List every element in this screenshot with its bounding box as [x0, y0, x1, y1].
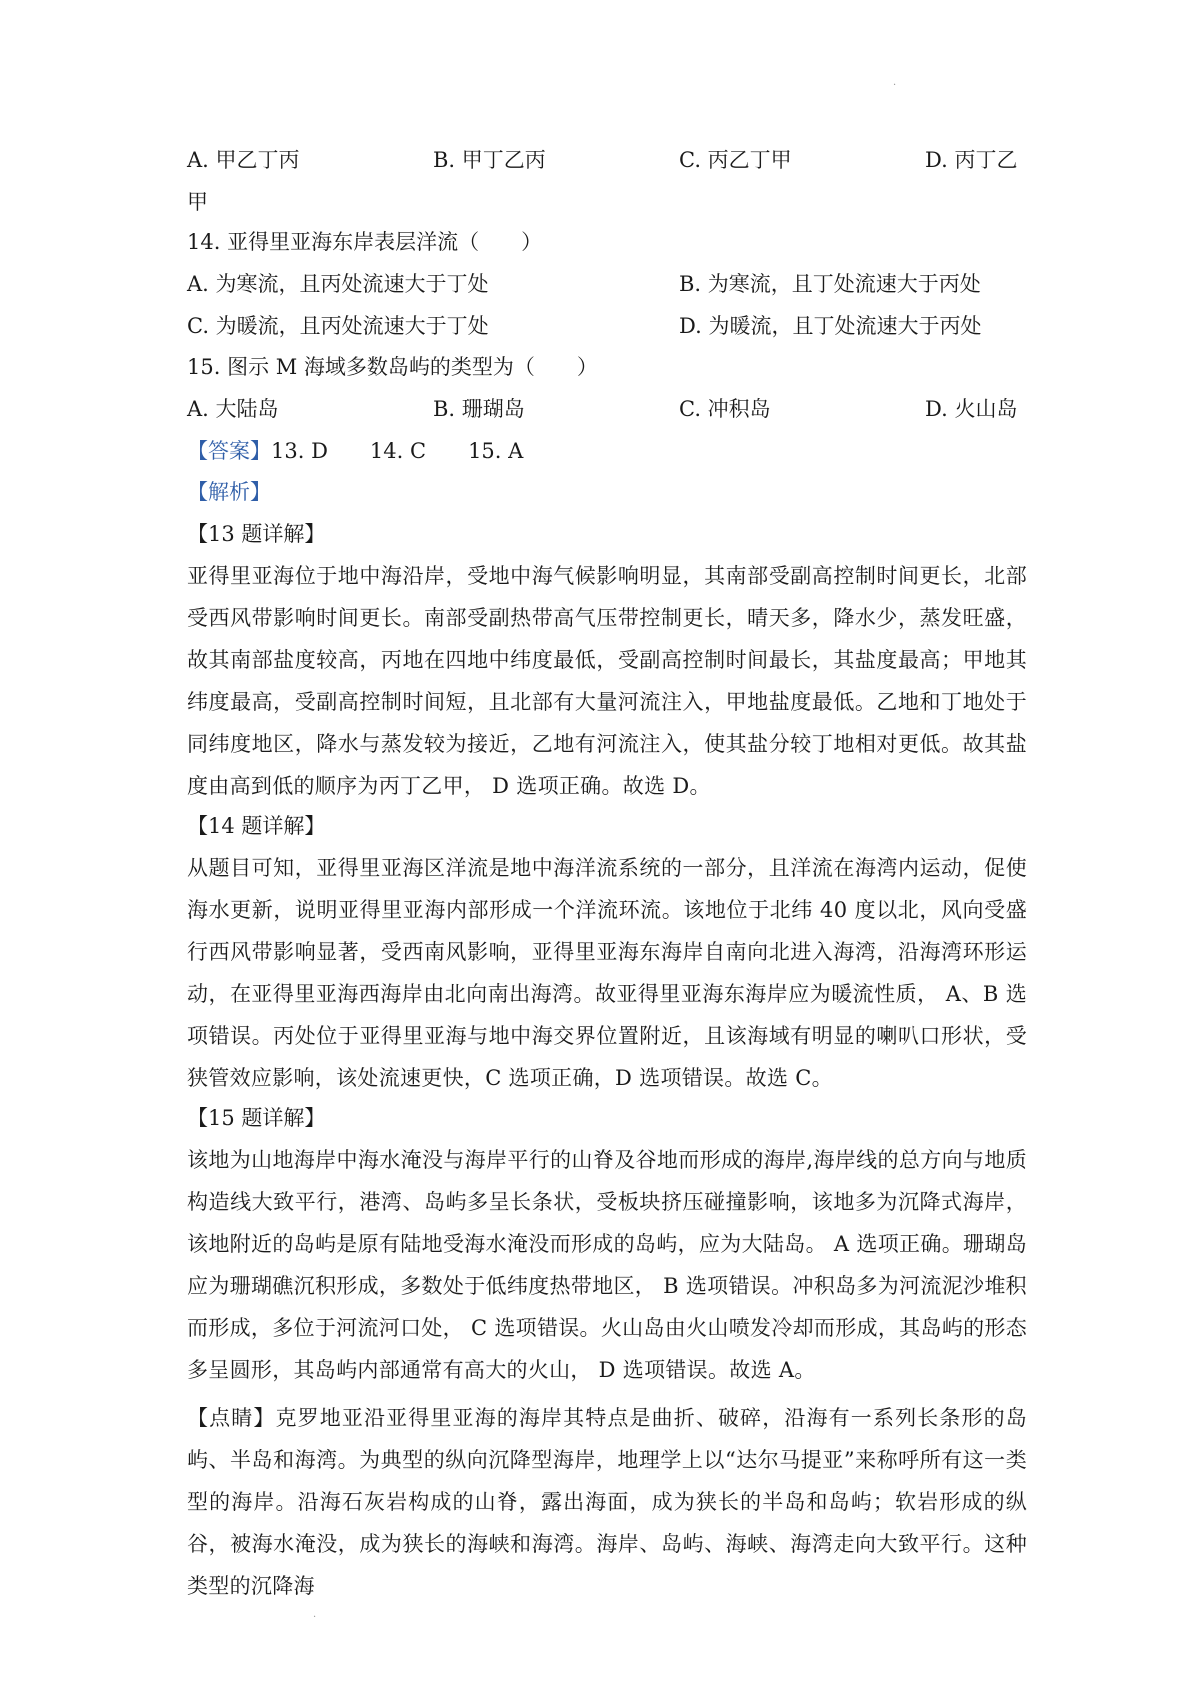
answer-line	[187, 437, 523, 465]
q13-option-a: A. 甲乙丁丙	[187, 148, 300, 172]
answer-label: 【答案】	[187, 439, 271, 463]
q14-option-c: C. 为暖流，且丙处流速大于丁处	[187, 314, 489, 338]
answer-15: 15. A	[468, 439, 524, 463]
tip-paragraph	[187, 1397, 1027, 1607]
q15-option-a: A. 大陆岛	[187, 397, 279, 421]
q15-option-d: D. 火山岛	[925, 397, 1018, 421]
answer-14: 14. C	[369, 439, 427, 463]
q13-option-c: C. 丙乙丁甲	[679, 148, 792, 172]
answer-13: 13. D	[271, 439, 328, 463]
analysis-label: 【解析】	[187, 480, 271, 504]
q15-stem: 15. 图示 M 海域多数岛屿的类型为（ ）	[187, 355, 598, 379]
tip-text: 克罗地亚沿亚得里亚海的海岸其特点是曲折、破碎，沿海有一系列长条形的岛屿、半岛和海湾。为典型的纵向沉降型海岸，地理学上以“达尔马提亚”来称呼所有这一类型的海岸。沿海石灰岩构成的山脊，露出海面，成为狭长的半岛和岛屿；软岩形成的纵谷，被海水淹没，成为狭长的海峡和海湾。海岸、岛屿、海峡、海湾走向大致平行。这种类型的沉降海	[187, 1406, 1027, 1598]
scan-mark-bottom: ·	[313, 1612, 317, 1623]
q14-stem: 14. 亚得里亚海东岸表层洋流（ ）	[187, 230, 543, 254]
detail-13-title: 【13 题详解】	[187, 522, 326, 546]
detail-15-title: 【15 题详解】	[187, 1106, 326, 1130]
q13-option-d: D. 丙丁乙	[925, 148, 1018, 172]
q14-option-a: A. 为寒流，且丙处流速大于丁处	[187, 272, 489, 296]
q15-option-b: B. 珊瑚岛	[433, 397, 525, 421]
q13-option-d-wrap: 甲	[187, 190, 208, 214]
scan-mark: ·	[893, 80, 897, 91]
detail-14-text: 从题目可知，亚得里亚海区洋流是地中海洋流系统的一部分，且洋流在海湾内运动，促使海水更新，说明亚得里亚海内部形成一个洋流环流。该地位于北纬 40 度以北，风向受盛行西风带影响显著，受西南风影响，亚得里亚海东海岸自南向北进入海湾，沿海湾环形运动，在亚得里亚海西海岸由北向南出海湾。故亚得里亚海东海岸应为暖流性质， A、B 选项错误。丙处位于亚得里亚海与地中海交界位置附近，且该海域有明显的喇叭口形状，受狭管效应影响，该处流速更快，C 选项正确，D 选项错误。故选 C。	[187, 856, 1027, 1090]
q14-option-b: B. 为寒流，且丁处流速大于丙处	[679, 272, 981, 296]
q14-option-d: D. 为暖流，且丁处流速大于丙处	[679, 314, 982, 338]
detail-14-title: 【14 题详解】	[187, 814, 326, 838]
q15-option-c: C. 冲积岛	[679, 397, 771, 421]
q13-option-b: B. 甲丁乙丙	[433, 148, 546, 172]
detail-13-text: 亚得里亚海位于地中海沿岸，受地中海气候影响明显，其南部受副高控制时间更长，北部受西风带影响时间更长。南部受副热带高气压带控制更长，晴天多，降水少，蒸发旺盛，故其南部盐度较高，丙地在四地中纬度最低，受副高控制时间最长，其盐度最高；甲地其纬度最高，受副高控制时间短，且北部有大量河流注入，甲地盐度最低。乙地和丁地处于同纬度地区，降水与蒸发较为接近，乙地有河流注入，使其盐分较丁地相对更低。故其盐度由高到低的顺序为丙丁乙甲， D 选项正确。故选 D。	[187, 564, 1027, 798]
tip-label: 【点睛】	[187, 1406, 276, 1430]
detail-15-text: 该地为山地海岸中海水淹没与海岸平行的山脊及谷地而形成的海岸,海岸线的总方向与地质构造线大致平行，港湾、岛屿多呈长条状，受板块挤压碰撞影响，该地多为沉降式海岸，该地附近的岛屿是原有陆地受海水淹没而形成的岛屿，应为大陆岛。 A 选项正确。珊瑚岛应为珊瑚礁沉积形成，多数处于低纬度热带地区， B 选项错误。冲积岛多为河流泥沙堆积而形成，多位于河流河口处， C 选项错误。火山岛由火山喷发冷却而形成，其岛屿的形态多呈圆形，其岛屿内部通常有高大的火山， D 选项错误。故选 A。	[187, 1148, 1027, 1382]
